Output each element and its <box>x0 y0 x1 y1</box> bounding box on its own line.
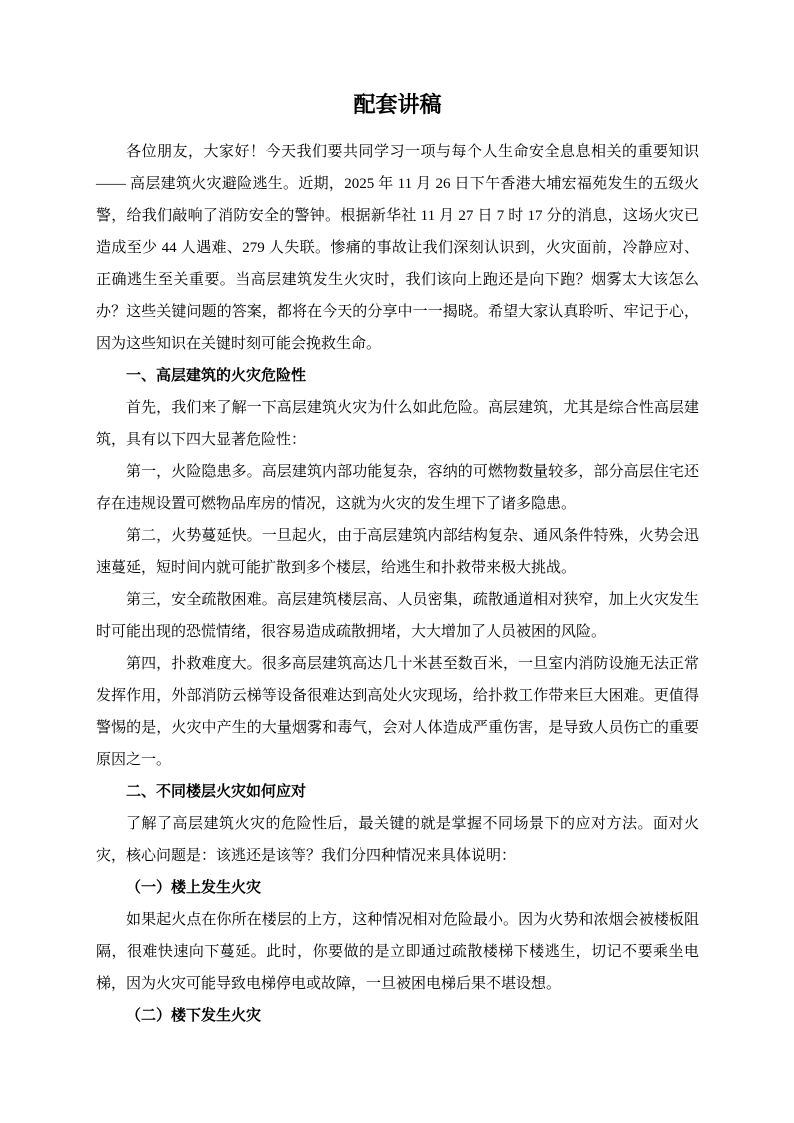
paragraph-risk-1: 第一，火险隐患多。高层建筑内部功能复杂，容纳的可燃物数量较多，部分高层住宅还存在违规设置可燃物品库房的情况，这就为火灾的发生埋下了诸多隐患。 <box>96 464 699 512</box>
subsection-heading-fire-above: （一）楼上发生火灾 <box>126 880 262 896</box>
paragraph-risk-4: 第四，扑救难度大。很多高层建筑高达几十米甚至数百米，一旦室内消防设施无法正常发挥作用，外部消防云梯等设备很难达到高处火灾现场，给扑救工作带来巨大困难。更值得警惕的是，火灾中产生的大量烟雾和毒气，会对人体造成严重伤害，是导致人员伤亡的重要原因之一。 <box>96 656 699 768</box>
document-title: 配套讲稿 <box>353 92 442 117</box>
section-heading-2: 二、不同楼层火灾如何应对 <box>126 784 307 800</box>
paragraph-intro: 各位朋友，大家好！今天我们要共同学习一项与每个人生命安全息息相关的重要知识 —— 高层建筑火灾避险逃生。近期，2025 年 11 月 26 日下午香港大埔宏福苑发生的五级火警，给我们敲响了消防安全的警钟。根据新华社 11 月 27 日 7 时 17 分的消息，这场火灾已造成至少 44 人遇难、279 人失联。惨痛的事故让我们深刻认识到，火灾面前，冷静应对、正确逃生至关重要。当高层建筑发生火灾时，我们该向上跑还是向下跑？烟雾太大该怎么办？这些关键问题的答案，都将在今天的分享中一一揭晓。希望大家认真聆听、牢记于心，因为这些知识在关键时刻可能会挽救生命。 <box>96 144 699 352</box>
paragraph-risk-2: 第二，火势蔓延快。一旦起火，由于高层建筑内部结构复杂、通风条件特殊，火势会迅速蔓延，短时间内就可能扩散到多个楼层，给逃生和扑救带来极大挑战。 <box>96 528 699 576</box>
paragraph-response-intro: 了解了高层建筑火灾的危险性后，最关键的就是掌握不同场景下的应对方法。面对火灾，核心问题是：该逃还是该等？我们分四种情况来具体说明： <box>96 816 699 864</box>
section-heading-1: 一、高层建筑的火灾危险性 <box>126 368 307 384</box>
paragraph-fire-above: 如果起火点在你所在楼层的上方，这种情况相对危险最小。因为火势和浓烟会被楼板阻隔，很难快速向下蔓延。此时，你要做的是立即通过疏散楼梯下楼逃生，切记不要乘坐电梯，因为火灾可能导致电梯停电或故障，一旦被困电梯后果不堪设想。 <box>96 912 699 992</box>
paragraph-risk-3: 第三，安全疏散困难。高层建筑楼层高、人员密集，疏散通道相对狭窄，加上火灾发生时可能出现的恐慌情绪，很容易造成疏散拥堵，大大增加了人员被困的风险。 <box>96 592 699 640</box>
subsection-heading-fire-below: （二）楼下发生火灾 <box>126 1008 262 1024</box>
paragraph-overview: 首先，我们来了解一下高层建筑火灾为什么如此危险。高层建筑，尤其是综合性高层建筑，具有以下四大显著危险性： <box>96 400 699 448</box>
